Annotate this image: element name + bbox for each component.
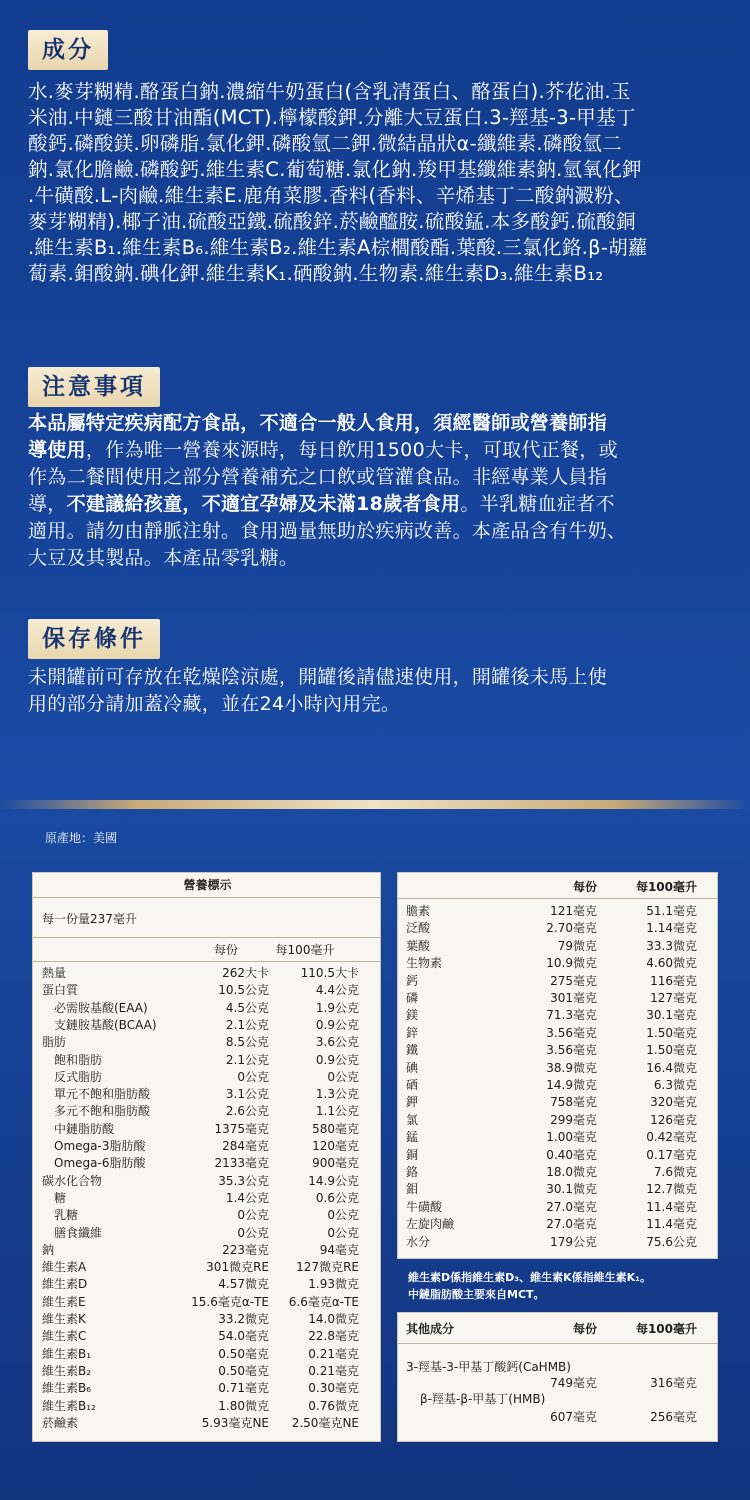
nutrition-row xyxy=(33,1380,380,1396)
other-item-serv: 607毫克 xyxy=(550,1410,597,1424)
mineral-name: 銅 xyxy=(406,1147,419,1162)
mineral-name: 鐵 xyxy=(406,1043,419,1058)
mineral-serving-value: 299毫克 xyxy=(550,1112,597,1127)
nutrient-serving-value: 2.1公克 xyxy=(225,1052,269,1067)
mineral-per100-value: 320毫克 xyxy=(650,1095,697,1110)
nutrition-row xyxy=(33,1017,380,1033)
nutrient-name: 支鏈胺基酸(BCAA) xyxy=(54,1017,157,1032)
nutrient-per100-value: 580毫克 xyxy=(312,1121,359,1136)
mineral-per100-value: 12.7微克 xyxy=(646,1182,697,1197)
nutrient-per100-value: 0.76微克 xyxy=(308,1398,359,1413)
nutrient-per100-value: 0.30毫克 xyxy=(308,1381,359,1396)
nutrition-panel xyxy=(32,872,381,1442)
nutrient-serving-value: 0公克 xyxy=(237,1069,269,1084)
mineral-row xyxy=(398,1112,717,1128)
mineral-serving-value: 27.0毫克 xyxy=(546,1199,597,1214)
nutrition-row xyxy=(33,982,380,998)
mineral-per100-value: 30.1毫克 xyxy=(646,1008,697,1023)
nutrition-row xyxy=(33,1259,380,1275)
mineral-serving-value: 3.56毫克 xyxy=(546,1043,597,1058)
nutrient-per100-value: 0公克 xyxy=(327,1208,359,1223)
nutrition-row xyxy=(33,965,380,981)
mineral-serving-value: 14.9微克 xyxy=(546,1078,597,1092)
mineral-serving-value: 79微克 xyxy=(557,938,597,953)
minerals-panel xyxy=(397,872,718,1259)
mineral-name: 錳 xyxy=(406,1130,419,1145)
mineral-row xyxy=(398,1234,717,1250)
mineral-row xyxy=(398,1042,717,1058)
nutrient-name: 膳食纖維 xyxy=(54,1225,103,1240)
minerals-col-serving: 每份 xyxy=(572,880,597,894)
nutrient-name: 乳糖 xyxy=(54,1208,79,1223)
mineral-per100-value: 0.42毫克 xyxy=(646,1130,697,1145)
mineral-name: 硒 xyxy=(406,1078,419,1092)
nutrient-per100-value: 1.93微克 xyxy=(308,1277,359,1292)
nutrient-serving-value: 3.1公克 xyxy=(225,1087,269,1102)
precautions-heading: 注意事項 xyxy=(28,367,160,407)
mineral-name: 鉻 xyxy=(406,1165,419,1179)
nutrient-serving-value: 2.6公克 xyxy=(225,1104,269,1119)
mineral-serving-value: 275毫克 xyxy=(550,973,597,988)
col-serving: 每份 xyxy=(213,943,238,957)
nutrient-name: 維生素D xyxy=(42,1277,88,1292)
nutrient-per100-value: 900毫克 xyxy=(312,1156,359,1171)
mineral-serving-value: 179公克 xyxy=(550,1234,597,1249)
nutrition-row xyxy=(33,1346,380,1362)
nutrient-serving-value: 1375毫克 xyxy=(214,1121,269,1136)
nutrient-serving-value: 1.4公克 xyxy=(225,1190,269,1205)
nutrient-serving-value: 0.50毫克 xyxy=(218,1363,269,1378)
mineral-serving-value: 0.40毫克 xyxy=(546,1147,597,1162)
mineral-name: 鎂 xyxy=(406,1008,419,1023)
nutrient-serving-value: 1.80微克 xyxy=(218,1398,269,1413)
nutrient-serving-value: 0.71毫克 xyxy=(218,1381,269,1396)
nutrient-name: 脂肪 xyxy=(42,1035,67,1050)
nutrient-per100-value: 1.9公克 xyxy=(315,1000,359,1015)
mineral-row xyxy=(398,1094,717,1110)
mineral-per100-value: 116毫克 xyxy=(650,973,697,988)
storage-heading: 保存條件 xyxy=(28,619,160,659)
mineral-row xyxy=(398,1060,717,1076)
nutrition-row xyxy=(33,1086,380,1102)
nutrient-per100-value: 0.21毫克 xyxy=(308,1363,359,1378)
mineral-name: 磷 xyxy=(406,991,419,1005)
nutrition-row xyxy=(33,1103,380,1119)
other-item-name: 3-羥基-3-甲基丁酸鈣(CaHMB) xyxy=(406,1360,571,1374)
nutrient-name: 菸鹼素 xyxy=(42,1415,79,1430)
mineral-name: 鈣 xyxy=(406,973,419,988)
nutrient-per100-value: 2.50毫克NE xyxy=(291,1415,359,1430)
mineral-row xyxy=(398,1147,717,1163)
other-col-per100: 每100毫升 xyxy=(635,1322,697,1336)
mineral-row xyxy=(398,1199,717,1215)
nutrient-per100-value: 0.9公克 xyxy=(315,1052,359,1067)
nutrient-serving-value: 223毫克 xyxy=(222,1242,269,1257)
mineral-row xyxy=(398,1181,717,1197)
nutrient-serving-value: 4.5公克 xyxy=(225,1000,269,1015)
storage-text xyxy=(28,664,728,718)
mineral-serving-value: 2.70毫克 xyxy=(546,921,597,936)
ingredients-line: .維生素B₁.維生素B₆.維生素B₂.維生素A棕櫚酸酯.葉酸.三氯化鉻.β-胡蘿 xyxy=(28,236,648,259)
nutrient-serving-value: 284毫克 xyxy=(222,1139,269,1153)
mineral-row xyxy=(398,1129,717,1145)
nutrient-per100-value: 1.3公克 xyxy=(315,1087,359,1102)
nutrient-serving-value: 8.5公克 xyxy=(225,1035,269,1050)
mineral-serving-value: 71.3毫克 xyxy=(546,1008,597,1023)
other-panel xyxy=(397,1312,718,1442)
ingredients-line: 麥芽糊精).椰子油.硫酸亞鐵.硫酸鋅.菸鹼醯胺.硫酸錳.本多酸鈣.硫酸銅 xyxy=(28,210,636,233)
precautions-bold-text: 不建議給孩童，不適宜孕婦及未滿18歲者食用 xyxy=(66,493,461,515)
mineral-per100-value: 1.50毫克 xyxy=(646,1043,697,1058)
nutrition-row xyxy=(33,1052,380,1068)
mineral-per100-value: 75.6公克 xyxy=(646,1234,697,1249)
nutrient-serving-value: 0公克 xyxy=(237,1225,269,1240)
mineral-serving-value: 38.9微克 xyxy=(546,1060,597,1075)
serving-size: 每一份量237毫升 xyxy=(42,912,137,926)
other-label: 其他成分 xyxy=(406,1322,455,1336)
mineral-serving-value: 18.0微克 xyxy=(546,1165,597,1179)
mineral-row xyxy=(398,920,717,936)
precautions-line xyxy=(28,545,728,572)
mineral-serving-value: 3.56毫克 xyxy=(546,1025,597,1040)
ingredients-line: 鈉.氯化膽鹼.磷酸鈣.維生素C.葡萄糖.氯化鈉.羧甲基纖維素鈉.氫氧化鉀 xyxy=(28,158,642,181)
nutrient-name: 糖 xyxy=(54,1190,67,1205)
origin-label: 原產地：美國 xyxy=(45,831,118,845)
mineral-per100-value: 127毫克 xyxy=(650,991,697,1005)
ingredients-line: 蔔素.鉬酸鈉.碘化鉀.維生素K₁.硒酸鈉.生物素.維生素D₃.維生素B₁₂ xyxy=(28,262,604,285)
mineral-per100-value: 126毫克 xyxy=(650,1112,697,1127)
nutrient-serving-value: 2.1公克 xyxy=(225,1017,269,1032)
nutrient-per100-value: 14.9公克 xyxy=(308,1173,359,1188)
mineral-per100-value: 4.60微克 xyxy=(646,956,697,971)
mineral-per100-value: 0.17毫克 xyxy=(646,1147,697,1162)
ingredients-line: 米油.中鏈三酸甘油酯(MCT).檸檬酸鉀.分離大豆蛋白.3-羥基-3-甲基丁 xyxy=(28,106,636,129)
nutrient-name: 蛋白質 xyxy=(42,983,79,998)
ingredients-line: 水.麥芽糊精.酪蛋白鈉.濃縮牛奶蛋白(含乳清蛋白、酪蛋白).芥花油.玉 xyxy=(28,80,631,103)
nutrition-row xyxy=(33,1225,380,1241)
nutrient-per100-value: 110.5大卡 xyxy=(300,966,359,980)
nutrient-name: 必需胺基酸(EAA) xyxy=(54,1000,148,1015)
nutrient-per100-value: 0公克 xyxy=(327,1225,359,1240)
mineral-name: 碘 xyxy=(406,1060,419,1075)
nutrient-name: 反式脂肪 xyxy=(54,1069,103,1084)
nutrient-name: 單元不飽和脂肪酸 xyxy=(54,1087,151,1102)
nutrient-serving-value: 35.3公克 xyxy=(218,1173,269,1188)
ingredients-text xyxy=(28,79,728,287)
mineral-serving-value: 30.1微克 xyxy=(546,1182,597,1197)
nutrient-name: Omega-3脂肪酸 xyxy=(54,1139,146,1153)
nutrient-serving-value: 0.50毫克 xyxy=(218,1346,269,1361)
nutrient-serving-value: 2133毫克 xyxy=(214,1156,269,1171)
mineral-row xyxy=(398,990,717,1006)
nutrient-name: 鈉 xyxy=(42,1242,55,1257)
nutrition-row xyxy=(33,1000,380,1016)
nutrient-name: 維生素E xyxy=(42,1294,86,1309)
nutrient-name: 維生素B₆ xyxy=(42,1381,92,1396)
storage-line: 用的部分請加蓋冷藏，並在24小時內用完。 xyxy=(28,693,401,715)
mineral-row xyxy=(398,1216,717,1232)
nutrient-name: 維生素C xyxy=(42,1329,87,1344)
mineral-per100-value: 11.4毫克 xyxy=(646,1217,697,1232)
mineral-per100-value: 16.4微克 xyxy=(646,1060,697,1075)
nutrient-serving-value: 262大卡 xyxy=(222,966,269,980)
nutrition-row xyxy=(33,1155,380,1171)
precautions-bold-text: 導使用 xyxy=(28,439,86,461)
nutrition-row xyxy=(33,1138,380,1154)
nutrition-row xyxy=(33,1415,380,1431)
nutrient-serving-value: 301微克RE xyxy=(206,1260,269,1275)
nutrient-serving-value: 5.93毫克NE xyxy=(201,1415,269,1430)
nutrient-per100-value: 94毫克 xyxy=(319,1242,359,1257)
mineral-row xyxy=(398,903,717,919)
nutrient-per100-value: 4.4公克 xyxy=(315,983,359,998)
nutrition-row xyxy=(33,1207,380,1223)
nutrient-name: 維生素K xyxy=(42,1312,86,1326)
mineral-row xyxy=(398,955,717,971)
mineral-name: 水分 xyxy=(406,1234,431,1249)
nutrient-name: 維生素A xyxy=(42,1260,87,1275)
nutrition-row xyxy=(33,1311,380,1327)
precautions-text-segment: ，作為唯一營養來源時，每日飲用1500大卡，可取代正餐，或 xyxy=(85,439,618,461)
gold-divider xyxy=(0,800,750,809)
ingredients-line: 酸鈣.磷酸鎂.卵磷脂.氯化鉀.磷酸氫二鉀.微結晶狀α-纖維素.磷酸氫二 xyxy=(28,132,623,155)
precautions-text-segment: 適用。請勿由靜脈注射。食用過量無助於疾病改善。本產品含有牛奶、 xyxy=(28,520,627,542)
mineral-name: 鉀 xyxy=(406,1095,419,1110)
nutrient-serving-value: 4.57微克 xyxy=(218,1277,269,1292)
nutrient-per100-value: 0公克 xyxy=(327,1069,359,1084)
nutrient-serving-value: 0公克 xyxy=(237,1208,269,1223)
mineral-per100-value: 1.14毫克 xyxy=(646,921,697,936)
mineral-per100-value: 11.4毫克 xyxy=(646,1199,697,1214)
precautions-line xyxy=(28,491,728,518)
mineral-name: 鋅 xyxy=(406,1025,419,1040)
nutrient-serving-value: 54.0毫克 xyxy=(218,1329,269,1344)
nutrient-per100-value: 0.21毫克 xyxy=(308,1346,359,1361)
col-per100: 每100毫升 xyxy=(275,943,335,957)
mineral-name: 鉬 xyxy=(406,1182,419,1197)
mineral-name: 左旋肉鹼 xyxy=(406,1217,455,1232)
other-item-per: 316毫克 xyxy=(650,1376,697,1390)
nutrient-per100-value: 120毫克 xyxy=(312,1139,359,1153)
nutrition-row xyxy=(33,1173,380,1189)
mineral-per100-value: 33.3微克 xyxy=(646,938,697,953)
nutrient-serving-value: 15.6毫克α-TE xyxy=(191,1294,269,1309)
ingredients-line: .牛磺酸.L-肉鹼.維生素E.鹿角菜膠.香料(香料、辛烯基丁二酸鈉澱粉、 xyxy=(28,184,634,207)
nutrition-row xyxy=(33,1190,380,1206)
mineral-serving-value: 27.0毫克 xyxy=(546,1217,597,1232)
mineral-per100-value: 6.3微克 xyxy=(653,1078,697,1092)
precautions-line xyxy=(28,464,728,491)
mineral-serving-value: 121毫克 xyxy=(550,904,597,918)
nutrient-name: Omega-6脂肪酸 xyxy=(54,1156,146,1171)
nutrition-row xyxy=(33,1069,380,1085)
nutrition-row xyxy=(33,1398,380,1414)
nutrient-name: 多元不飽和脂肪酸 xyxy=(54,1104,151,1119)
mineral-per100-value: 1.50毫克 xyxy=(646,1025,697,1040)
mineral-name: 泛酸 xyxy=(406,921,431,936)
nutrient-name: 碳水化合物 xyxy=(42,1173,103,1188)
mineral-name: 膽素 xyxy=(406,904,431,918)
mineral-name: 葉酸 xyxy=(406,938,431,953)
precautions-line xyxy=(28,437,728,464)
mineral-serving-value: 301毫克 xyxy=(550,991,597,1005)
precautions-text xyxy=(28,410,728,572)
nutrition-row xyxy=(33,1276,380,1292)
nutrient-per100-value: 127微克RE xyxy=(296,1260,359,1275)
nutrient-name: 飽和脂肪 xyxy=(54,1052,103,1067)
mineral-name: 氯 xyxy=(406,1112,419,1127)
nutrient-name: 中鏈脂肪酸 xyxy=(54,1121,115,1136)
nutrition-row xyxy=(33,1363,380,1379)
mineral-serving-value: 758毫克 xyxy=(550,1095,597,1110)
mineral-row xyxy=(398,1007,717,1023)
mineral-serving-value: 10.9微克 xyxy=(546,956,597,971)
mineral-per100-value: 51.1毫克 xyxy=(646,904,697,918)
mineral-name: 牛磺酸 xyxy=(406,1199,443,1214)
other-item-serv: 749毫克 xyxy=(550,1376,597,1390)
nutrient-name: 維生素B₁ xyxy=(42,1346,92,1361)
nutrient-serving-value: 10.5公克 xyxy=(218,983,269,998)
mineral-serving-value: 1.00毫克 xyxy=(546,1130,597,1145)
nutrition-row xyxy=(33,1242,380,1258)
nutrition-title: 營養標示 xyxy=(183,878,232,892)
mineral-row xyxy=(398,973,717,989)
nutrient-per100-value: 14.0微克 xyxy=(308,1312,359,1326)
mineral-row xyxy=(398,1025,717,1041)
other-col-serving: 每份 xyxy=(572,1322,597,1336)
nutrient-name: 維生素B₂ xyxy=(42,1363,92,1378)
ingredients-heading: 成分 xyxy=(28,30,108,70)
precautions-text-segment: 作為二餐間使用之部分營養補充之口飲或管灌食品。非經專業人員指 xyxy=(28,466,608,488)
other-item-per: 256毫克 xyxy=(650,1410,697,1424)
precautions-line xyxy=(28,518,728,545)
precautions-text-segment: 大豆及其製品。本產品零乳糖。 xyxy=(28,547,299,569)
precautions-bold-text: 本品屬特定疾病配方食品，不適合一般人食用，須經醫師或營養師指 xyxy=(28,412,608,434)
nutrient-name: 熱量 xyxy=(42,966,67,980)
nutrient-per100-value: 1.1公克 xyxy=(315,1104,359,1119)
nutrition-row xyxy=(33,1328,380,1344)
nutrient-per100-value: 6.6毫克α-TE xyxy=(288,1294,359,1309)
nutrition-row xyxy=(33,1034,380,1050)
precautions-text-segment: 。半乳糖血症者不 xyxy=(460,493,615,515)
storage-line: 未開罐前可存放在乾燥陰涼處，開罐後請儘速使用，開罐後未馬上使 xyxy=(28,666,608,688)
mineral-per100-value: 7.6微克 xyxy=(653,1165,697,1179)
note-mct: 中鏈脂肪酸主要來自MCT。 xyxy=(408,1288,545,1301)
note-vitamins: 維生素D係指維生素D₃、維生素K係指維生素K₁。 xyxy=(408,1271,651,1284)
nutrient-serving-value: 33.2微克 xyxy=(218,1312,269,1326)
precautions-text-segment: 導， xyxy=(28,493,67,515)
minerals-col-per100: 每100毫升 xyxy=(635,880,697,894)
mineral-name: 生物素 xyxy=(406,956,443,971)
nutrient-per100-value: 0.6公克 xyxy=(315,1190,359,1205)
mineral-row xyxy=(398,1164,717,1180)
nutrition-row xyxy=(33,1121,380,1137)
nutrition-row xyxy=(33,1294,380,1310)
nutrient-per100-value: 3.6公克 xyxy=(315,1035,359,1050)
other-item-name: β-羥基-β-甲基丁(HMB) xyxy=(420,1392,546,1406)
nutrient-per100-value: 22.8毫克 xyxy=(308,1329,359,1344)
nutrient-name: 維生素B₁₂ xyxy=(42,1398,96,1413)
precautions-line xyxy=(28,410,728,437)
mineral-row xyxy=(398,938,717,954)
mineral-row xyxy=(398,1077,717,1093)
nutrient-per100-value: 0.9公克 xyxy=(315,1017,359,1032)
